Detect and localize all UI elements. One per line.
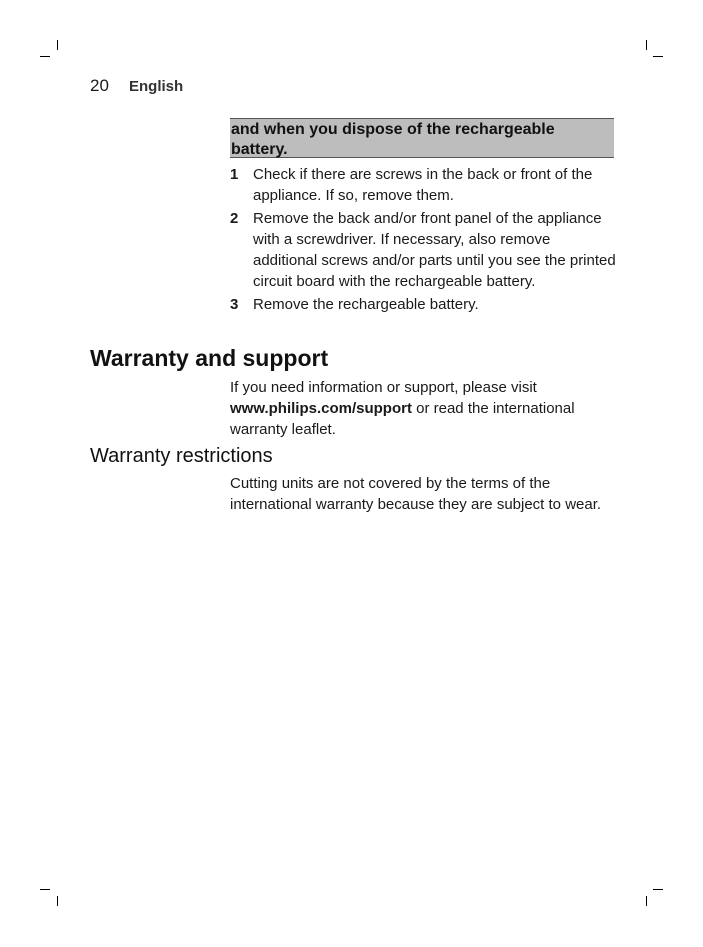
crop-mark-bottom-left-v	[57, 896, 58, 906]
crop-mark-bottom-right-h	[653, 889, 663, 890]
page-language: English	[129, 78, 184, 95]
step-item	[230, 164, 616, 206]
crop-mark-top-left-v	[57, 40, 58, 50]
warranty-support-heading: Warranty and support	[90, 345, 329, 371]
warranty-restrictions-paragraph: Cutting units are not covered by the terms of the international warranty because they are subject to wear.	[230, 475, 602, 513]
warranty-restrictions-heading: Warranty restrictions	[90, 445, 273, 467]
warranty-support-paragraph	[230, 377, 616, 440]
crop-mark-top-left-h	[40, 56, 50, 57]
warning-box	[230, 118, 614, 158]
support-link[interactable]: www.philips.com/support	[230, 400, 412, 417]
step-text: Remove the back and/or front panel of the appliance with a screwdriver. If necessary, also remove additional screws and/or parts until you see the printed circuit board with the rechargeable battery.	[253, 210, 616, 290]
crop-mark-bottom-left-h	[40, 889, 50, 890]
crop-mark-top-right-v	[646, 40, 647, 50]
warning-text: and when you dispose of the rechargeable battery.	[231, 121, 555, 158]
step-text: Check if there are screws in the back or front of the appliance. If so, remove them.	[253, 166, 593, 204]
step-text: Remove the rechargeable battery.	[253, 296, 479, 313]
step-item	[230, 208, 616, 292]
step-number: 2	[230, 210, 239, 227]
step-number: 3	[230, 296, 239, 313]
removal-steps-list	[230, 164, 616, 317]
crop-mark-bottom-right-v	[646, 896, 647, 906]
step-number: 1	[230, 166, 239, 183]
crop-mark-top-right-h	[653, 56, 663, 57]
support-text-after: or read the international warranty leaflet.	[230, 400, 575, 438]
support-text-before: If you need information or support, please visit	[230, 379, 537, 396]
page-number: 20	[90, 76, 109, 95]
step-item	[230, 294, 616, 315]
